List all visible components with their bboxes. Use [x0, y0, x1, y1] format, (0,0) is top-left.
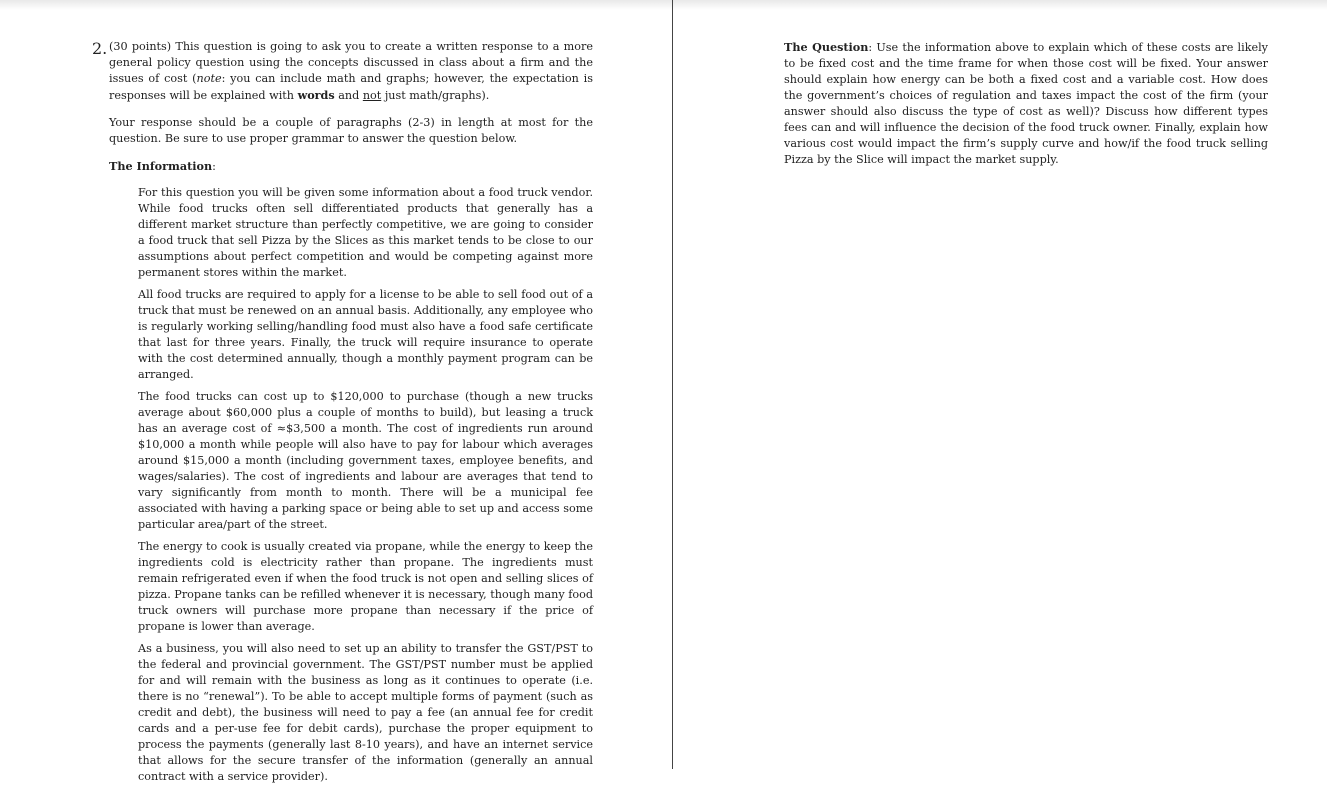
question-item	[92, 39, 593, 104]
info-paragraph: All food trucks are required to apply for a license to be able to sell food out of a truck that must be renewed on an annual basis. Additionally, any employee who is regularly working selling/handling food must also have a food safe certificate that last for three years. Finally, the truck will require insurance to operate with the cost determined annually, though a monthly payment program can be arranged.	[138, 288, 593, 381]
info-paragraph: The energy to cook is usually created via propane, while the energy to keep the ingredients cold is electricity rather than propane. The ingredients must remain refrigerated even if when the food truck is not open and selling slices of pizza. Propane tanks can be refilled whenever it is necessary, though many food truck owners will purchase more propane than necessary if the price of propane is lower than average.	[138, 540, 593, 633]
points-label: (30 points)	[109, 40, 172, 53]
question-prompt: The Question: Use the information above to explain which of these costs are likely to be fixed cost and the time frame for when those cost will be fixed. Your answer should explain how energy can be both a fixed cost and a variable cost. How does the government’s choices of regulation and taxes impact the cost of the firm (your answer should also discuss the type of cost as well)? Discuss how different types fees can and will influence the decision of the food truck owner. Finally, explain how various cost would impact the firm’s supply curve and how/if the food truck selling Pizza by the Slice will impact the market supply.	[784, 40, 1268, 166]
info-paragraph: The food trucks can cost up to $120,000 to purchase (though a new trucks average about $60,000 plus a couple of months to build), but leasing a truck has an average cost of ≈$3,500 a month. The cost of ingredients run around $10,000 a month while people will also have to pay for labour which averages around $15,000 a month (including government taxes, employee benefits, and wages/salaries). The cost of ingredients and labour are averages that tend to vary significantly from month to month. There will be a municipal fee associated with having a parking space or being able to set up and access some particular area/part of the street.	[138, 390, 593, 531]
information-body	[92, 185, 593, 785]
viewer-top-shadow	[0, 0, 1327, 10]
info-paragraph: As a business, you will also need to set up an ability to transfer the GST/PST to the federal and provincial government. The GST/PST number must be applied for and will remain with the business as long as it continues to operate (i.e. there is no “renewal”). To be able to accept multiple forms of payment (such as credit and debt), the business will need to pay a fee (an annual fee for credit cards and a per-use fee for debit cards), purchase the proper equipment to process the payments (generally last 8-10 years), and have an internet service that allows for the secure transfer of the information (generally an annual contract with a service provider).	[138, 642, 593, 783]
question-intro: (30 points) This question is going to ask you to create a written response to a more general policy question using the concepts discussed in class about a firm and the issues of cost (note: you can include math and graphs; however, the expectation is responses will be explained with words and not just math/graphs).	[109, 40, 593, 102]
right-page	[784, 39, 1268, 168]
words-emphasis: words	[297, 88, 335, 102]
response-instructions: Your response should be a couple of paragraphs (2-3) in length at most for the question. Be sure to use proper grammar to answer the question below.	[109, 116, 593, 145]
not-emphasis: not	[362, 89, 382, 102]
left-page	[92, 39, 593, 791]
question-heading: The Question	[784, 40, 869, 54]
question-number: 2.	[92, 39, 108, 58]
note-label: note	[196, 72, 222, 85]
information-heading: The Information:	[109, 159, 216, 173]
page-divider	[672, 0, 673, 769]
info-paragraph: For this question you will be given some information about a food truck vendor. While food trucks often sell differentiated products that generally has a different market structure than perfectly competitive, we are going to consider a food truck that sell Pizza by the Slices as this market tends to be close to our assumptions about perfect competition and would be competing against more permanent stores within the market.	[138, 186, 593, 279]
